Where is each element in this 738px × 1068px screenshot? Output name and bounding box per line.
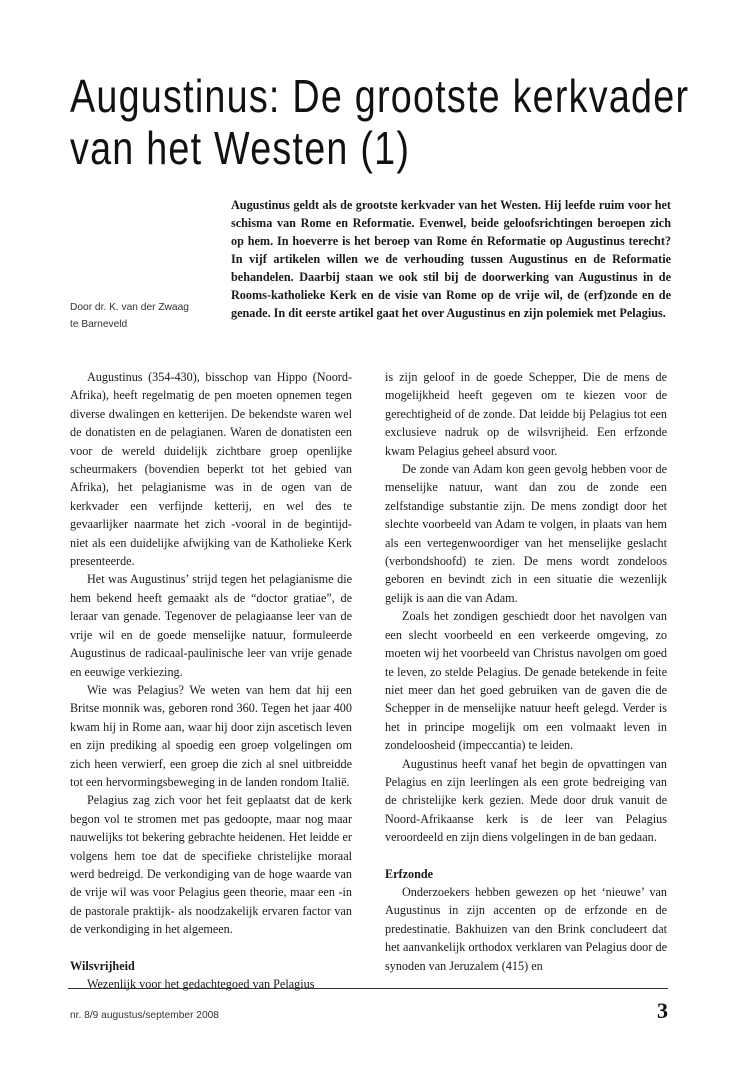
section-heading-erfzonde: Erfzonde — [385, 866, 434, 881]
byline-location: te Barneveld — [70, 318, 128, 330]
paragraph: Augustinus heeft vanaf het begin de opvattingen van Pelagius en zijn leerlingen als een grote bedreiging van de christelijke kerk gezien. Mede door druk vanuit de Noord-Afrikaanse kerk is de leer van Pelagius veroordeeld en zijn diens volgelingen in de ban gedaan. — [385, 756, 667, 845]
article-title — [70, 70, 690, 174]
paragraph: Pelagius zag zich voor het feit geplaatst dat de kerk begon vol te stromen met pas gedoopte, maar nog maar nauwelijks tot bekering gebrachte heidenen. Het leidde er volgens hem toe dat de specifieke christelijke moraal werd bedreigd. De verkondiging van de hoge waarde van de vrije wil was voor Pelagius geen theorie, maar een -in de pastorale praktijk- als noodzakelijk ervaren factor van de verkondiging in het algemeen. — [70, 793, 352, 937]
body-column-right — [385, 368, 667, 975]
article-title-line-1: Augustinus: De grootste kerkvader — [70, 70, 690, 122]
paragraph: Wezenlijk voor het gedachtegoed van Pelagius — [87, 977, 315, 991]
paragraph: is zijn geloof in de goede Schepper, Die de mens de mogelijkheid heeft gegeven om te kiezen voor de gerechtigheid of de zonde. Dat leidde bij Pelagius tot een exclusieve nadruk op de wilsvrijheid. Een erfzonde kwam Pelagius geheel absurd voor. — [385, 370, 667, 458]
paragraph: Onderzoekers hebben gewezen op het ‘nieuwe’ van Augustinus in zijn accenten op de erfzonde en de predestinatie. Bakhuizen van den Brink concludeert dat het aanvankelijk orthodox verklaren van Pelagius door de synoden van Jeruzalem (415) en — [385, 884, 667, 973]
footer-divider — [68, 988, 668, 989]
byline — [70, 300, 220, 333]
page-number: 3 — [657, 998, 668, 1023]
body-column-left — [70, 368, 352, 993]
article-lead: Augustinus geldt als de grootste kerkvader van het Westen. Hij leefde ruim voor het schisma van Rome en Reformatie. Evenwel, beide geloofsrichtingen beroepen zich op hem. In hoeverre is het beroep van Rome én Reformatie op Augustinus terecht? In vijf artikelen willen we de verhouding tussen Augustinus en de Reformatie behandelen. Daarbij staan we ook stil bij de doorwerking van Augustinus in de Rooms-katholieke Kerk en de visie van Rome op de vrije wil, de (erf)zonde en de genade. In dit eerste artikel gaat het over Augustinus en zijn polemiek met Pelagius. — [231, 198, 671, 320]
paragraph: Het was Augustinus’ strijd tegen het pelagianisme die hem bekend heeft gemaakt als de “doctor gratiae”, de leraar van genade. Tegenover de pelagiaanse leer van de vrije wil en de goede menselijke natuur, formuleerde Augustinus de radicaal-paulinische leer van vrije genade en eeuwige verkiezing. — [70, 572, 352, 679]
paragraph: Zoals het zondigen geschiedt door het navolgen van een slecht voorbeeld en een verkeerde omgeving, zo moeten wij het voorbeeld van Christus navolgen om goed te leven, zo stelde Pelagius. De genade betekende in feite niet meer dan het goed gebruiken van de gaven die de Schepper in de menselijke natuur heeft gelegd. Verder is het in principe mogelijk om een volmaakt leven in zondeloosheid (impeccantia) te leiden. — [385, 609, 667, 753]
paragraph: De zonde van Adam kon geen gevolg hebben voor de menselijke natuur, want dan zou de zonde een zelfstandige substantie zijn. De mens zondigt door het slechte voorbeeld van Adam te volgen, in plaats van hem als een vertegenwoordiger van het menselijke geslacht (verbondshoofd) te zien. De mens wordt zondeloos geboren en bevindt zich in een situatie die wezenlijk gelijk is aan die van Adam. — [385, 462, 667, 605]
article-title-line-2: van het Westen (1) — [70, 122, 411, 174]
paragraph: Wie was Pelagius? We weten van hem dat hij een Britse monnik was, geboren rond 360. Tegen het jaar 400 kwam hij in Rome aan, waar hij door zijn ascetisch leven en zijn prediking al spoedig een groep volgelingen om zich heen verwierf, een groep die zich al snel uitbreidde tot een hervormingsbeweging in de landen rondom Italië. — [70, 682, 352, 789]
paragraph: Augustinus (354-430), bisschop van Hippo (Noord-Afrika), heeft regelmatig de pen moeten opnemen tegen diverse dwalingen en ketterijen. De bekendste waren wel de donatisten en de pelagianen. Waren de donatisten een voor de wereld duidelijk zichtbare groep openlijke scheurmakers (bovendien beperkt tot het gebied van Afrika), het pelagianisme was in de ogen van de kerkvader een verfijnde ketterij, en wel des te gevaarlijker naarmate het zich -vooral in de begintijd- niet als een duidelijke afwijking van de Katholieke Kerk presenteerde. — [70, 370, 352, 569]
issue-info: nr. 8/9 augustus/september 2008 — [70, 1010, 219, 1021]
section-heading-wilsvrijheid: Wilsvrijheid — [70, 958, 135, 973]
byline-author: Door dr. K. van der Zwaag — [70, 302, 189, 313]
